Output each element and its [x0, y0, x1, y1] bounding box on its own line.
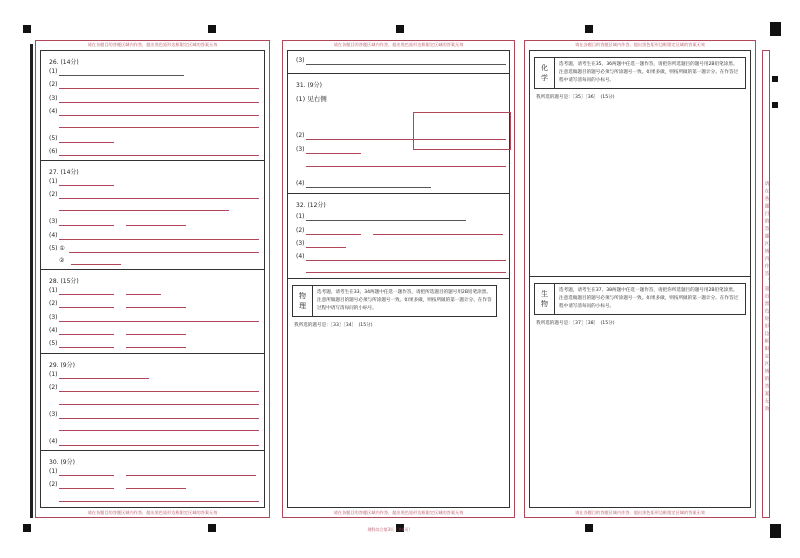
- item-label: (3): [49, 95, 58, 102]
- subject-char: 学: [541, 74, 548, 82]
- answer-line[interactable]: [59, 88, 259, 89]
- answer-line[interactable]: [306, 187, 431, 188]
- item-label: (1): [49, 371, 58, 378]
- item-label: (3): [49, 411, 58, 418]
- item-label: (3): [296, 57, 305, 64]
- item-label: (1): [296, 213, 305, 220]
- answer-line[interactable]: [306, 234, 361, 235]
- answer-line[interactable]: [59, 75, 184, 76]
- answer-line[interactable]: [59, 391, 259, 392]
- item-label: (2): [49, 191, 58, 198]
- question-title: 26. (14分): [49, 59, 79, 66]
- answer-line[interactable]: [59, 347, 114, 348]
- biology-elective-section: [530, 277, 750, 509]
- item-label: (4): [49, 327, 58, 334]
- answer-line[interactable]: [59, 430, 259, 431]
- item-label: ②: [59, 257, 65, 264]
- page-footer: 理科综合第3页（共4页）: [367, 527, 413, 532]
- biology-choice-box: [534, 283, 746, 315]
- item-label: (3): [49, 218, 58, 225]
- column-banner-bottom: 请在各题目的答题区域内作答，超出黑色矩形边框限定区域的答案无效: [87, 510, 218, 515]
- subject-char: 理: [299, 302, 306, 310]
- answer-line[interactable]: [59, 142, 114, 143]
- question-title: 28. (15分): [49, 278, 79, 285]
- registration-mark: [396, 25, 404, 33]
- question-29-section: [41, 354, 264, 451]
- subject-label: [535, 284, 555, 314]
- side-notice-text: 请在各题目的答题区域内作答，超出黑色矩形边框限定区域的答案无效: [764, 181, 769, 414]
- answer-line[interactable]: [59, 418, 259, 419]
- answer-line[interactable]: [373, 234, 503, 235]
- chosen-question-selector[interactable]: 我所选的题号是：［33］［34］ (15分): [294, 323, 373, 328]
- answer-line[interactable]: [126, 475, 256, 476]
- answer-line[interactable]: [59, 225, 114, 226]
- answer-line[interactable]: [306, 247, 346, 248]
- answer-line[interactable]: [59, 210, 229, 211]
- answer-line[interactable]: [59, 445, 259, 446]
- answer-line[interactable]: [126, 294, 161, 295]
- question-title: 31. (9分): [296, 82, 322, 89]
- item-label: (5): [49, 135, 58, 142]
- item-label: (2): [296, 227, 305, 234]
- answer-line[interactable]: [69, 252, 259, 253]
- item-label: (1): [49, 68, 58, 75]
- drawing-box[interactable]: [413, 112, 511, 150]
- column-banner-top: 请在各题目的答题区域内作答，超出黑色矩形边框限定区域的答案无效: [575, 42, 705, 47]
- answer-line[interactable]: [59, 334, 114, 335]
- column-banner-top: 请在各题目的答题区域内作答，超出黑色矩形边框限定区域的答案无效: [87, 42, 218, 47]
- answer-column-2: [282, 40, 515, 518]
- question-30-section: [41, 451, 264, 509]
- registration-mark: [772, 102, 778, 108]
- question-title: 27. (14分): [49, 169, 79, 176]
- physics-choice-box: [292, 285, 497, 317]
- registration-mark: [772, 76, 778, 82]
- item-label: (2): [49, 81, 58, 88]
- item-label: (4): [296, 180, 305, 187]
- elective-instructions: 选考题，请考生在33、34两题中任选一题作答，请把所选题目的题号用2B铅笔涂黑。注意所做题目的题号必须与所涂题号一致。如果多做，则按所做的第一题计分。在作答过程中请写清每问的小标号。: [317, 290, 492, 311]
- answer-line[interactable]: [126, 307, 186, 308]
- item-label: (5): [49, 340, 58, 347]
- item-label: (4): [49, 438, 58, 445]
- item-label: (1): [49, 287, 58, 294]
- answer-line[interactable]: [59, 102, 259, 103]
- subject-char: 生: [541, 290, 548, 298]
- item-label: (5) ①: [49, 245, 65, 252]
- answer-line[interactable]: [59, 475, 114, 476]
- answer-column-3: [524, 40, 756, 518]
- item-label: (4): [49, 108, 58, 115]
- answer-column-1: [35, 40, 270, 518]
- answer-line[interactable]: [59, 488, 114, 489]
- answer-line[interactable]: [306, 166, 506, 167]
- answer-line[interactable]: [59, 294, 114, 295]
- question-27-section: [41, 161, 264, 270]
- question-30-continued: [288, 51, 509, 74]
- answer-line[interactable]: [306, 139, 506, 140]
- answer-line[interactable]: [59, 127, 259, 128]
- answer-line[interactable]: [306, 272, 506, 273]
- answer-line[interactable]: [306, 260, 506, 261]
- answer-line[interactable]: [59, 501, 259, 502]
- answer-line[interactable]: [126, 334, 186, 335]
- item-label: (2): [49, 300, 58, 307]
- column-banner-top: 请在各题目的答题区域内作答，超出黑色矩形边框限定区域的答案无效: [333, 42, 464, 47]
- column-banner-bottom: 请在各题目的答题区域内作答，超出黑色矩形边框限定区域的答案无效: [575, 510, 705, 515]
- answer-line[interactable]: [59, 185, 114, 186]
- answer-line[interactable]: [306, 153, 361, 154]
- elective-instructions: 选考题，请考生在35、36两题中任选一题作答，请把你所选题目的题号用2B铅笔涂黑。注意选做题目的题号必须与所涂题号一致。如果多做，则按所做的第一题计分。在作答过程中请写清每问的小标号。: [559, 62, 739, 83]
- physics-elective-section: [288, 279, 509, 509]
- registration-mark: [770, 524, 781, 538]
- side-notice-strip: [762, 50, 770, 518]
- question-26-section: [41, 51, 264, 161]
- item-label: (3): [49, 314, 58, 321]
- registration-mark: [208, 25, 216, 33]
- question-title: 32. (12分): [296, 202, 326, 209]
- item-label: (1): [49, 178, 58, 185]
- item-label: (1) 见右侧: [296, 95, 327, 103]
- chemistry-elective-section: [530, 51, 750, 277]
- answer-line[interactable]: [59, 155, 259, 156]
- answer-line[interactable]: [306, 64, 506, 65]
- answer-line[interactable]: [59, 198, 259, 199]
- registration-mark: [208, 524, 216, 532]
- question-31-section: [288, 74, 509, 194]
- answer-line[interactable]: [59, 115, 259, 116]
- question-32-section: [288, 194, 509, 279]
- chemistry-choice-box: [534, 57, 746, 89]
- subject-label: [535, 58, 555, 88]
- item-label: (2): [296, 132, 305, 139]
- chosen-question-selector[interactable]: 我所选的题号是：［37］［38］ (15分): [536, 321, 615, 326]
- answer-line[interactable]: [126, 347, 186, 348]
- answer-line[interactable]: [126, 225, 186, 226]
- subject-char: 物: [541, 300, 548, 308]
- subject-char: 物: [299, 292, 306, 300]
- answer-line[interactable]: [126, 488, 186, 489]
- left-thick-line: [30, 44, 33, 518]
- answer-line[interactable]: [71, 264, 121, 265]
- answer-line[interactable]: [59, 239, 259, 240]
- elective-instructions: 选考题，请考生在37、38两题中任选一题作答，请把你所选题目的题号用2B铅笔涂黑。注意选做题目的题号必须与所涂题号一致。如果多做，则按所做的第一题计分。在作答过程中请写清每问的小标号。: [559, 288, 739, 309]
- answer-line[interactable]: [59, 307, 114, 308]
- item-label: (2): [49, 384, 58, 391]
- question-title: 29. (9分): [49, 362, 75, 369]
- answer-box: [529, 50, 751, 508]
- answer-box: [287, 50, 510, 508]
- subject-label: [293, 286, 313, 316]
- item-label: (3): [296, 240, 305, 247]
- answer-box: [40, 50, 265, 508]
- answer-line[interactable]: [59, 378, 149, 379]
- item-label: (1): [49, 468, 58, 475]
- column-banner-bottom: 请在各题目的答题区域内作答，超出黑色矩形边框限定区域的答案无效: [333, 510, 464, 515]
- registration-mark: [585, 25, 593, 33]
- chosen-question-selector[interactable]: 我所选的题号是：［35］［36］ (15分): [536, 95, 615, 100]
- question-title: 30. (9分): [49, 459, 75, 466]
- registration-mark: [770, 22, 781, 36]
- registration-mark: [23, 25, 31, 33]
- registration-mark: [585, 524, 593, 532]
- item-label: (4): [296, 253, 305, 260]
- item-label: (2): [49, 481, 58, 488]
- answer-line[interactable]: [306, 220, 466, 221]
- item-label: (4): [49, 232, 58, 239]
- subject-char: 化: [541, 64, 548, 72]
- answer-line[interactable]: [59, 321, 259, 322]
- item-label: (3): [296, 146, 305, 153]
- question-28-section: [41, 270, 264, 354]
- answer-line[interactable]: [59, 404, 259, 405]
- item-label: (6): [49, 148, 58, 155]
- registration-mark: [23, 524, 31, 532]
